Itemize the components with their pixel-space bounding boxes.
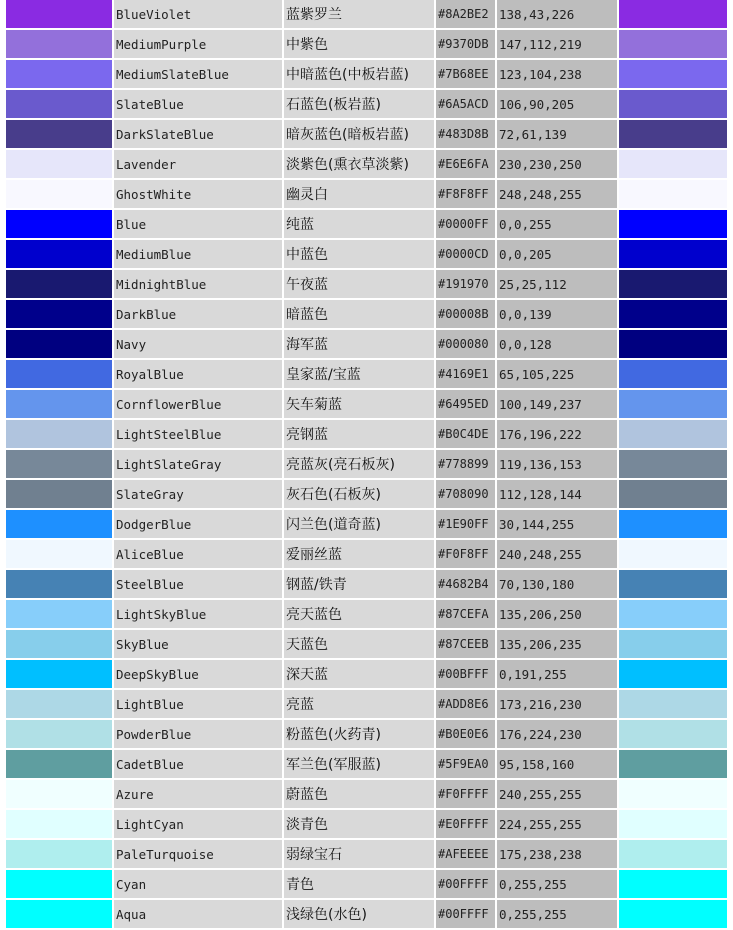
- color-row: [6, 210, 727, 238]
- color-english-name: LightSlateGray: [114, 450, 282, 478]
- color-rgb-value: 123,104,238: [497, 60, 617, 88]
- color-chinese-name: 中暗蓝色(中板岩蓝): [284, 60, 434, 88]
- color-chinese-name: 皇家蓝/宝蓝: [284, 360, 434, 388]
- color-chinese-name: 爱丽丝蓝: [284, 540, 434, 568]
- color-swatch-preview: [619, 300, 727, 328]
- color-swatch-preview: [619, 360, 727, 388]
- color-chinese-name: 矢车菊蓝: [284, 390, 434, 418]
- color-hex-code: #AFEEEE: [436, 840, 495, 868]
- color-chinese-name: 军兰色(军服蓝): [284, 750, 434, 778]
- color-hex-code: #4169E1: [436, 360, 495, 388]
- color-hex-code: #1E90FF: [436, 510, 495, 538]
- color-row: [6, 630, 727, 658]
- color-chinese-name: 钢蓝/铁青: [284, 570, 434, 598]
- color-swatch: [6, 90, 112, 118]
- color-swatch: [6, 240, 112, 268]
- color-chinese-name: 中蓝色: [284, 240, 434, 268]
- color-swatch: [6, 600, 112, 628]
- color-hex-code: #6495ED: [436, 390, 495, 418]
- color-swatch: [6, 180, 112, 208]
- color-row: [6, 750, 727, 778]
- color-rgb-value: 240,248,255: [497, 540, 617, 568]
- color-rgb-value: 135,206,235: [497, 630, 617, 658]
- color-chinese-name: 暗蓝色: [284, 300, 434, 328]
- color-swatch-preview: [619, 540, 727, 568]
- color-row: [6, 600, 727, 628]
- color-table: [4, 0, 729, 930]
- color-swatch: [6, 660, 112, 688]
- color-english-name: AliceBlue: [114, 540, 282, 568]
- color-english-name: DarkSlateBlue: [114, 120, 282, 148]
- color-swatch-preview: [619, 900, 727, 928]
- color-hex-code: #E6E6FA: [436, 150, 495, 178]
- color-swatch: [6, 210, 112, 238]
- color-swatch: [6, 30, 112, 58]
- color-swatch-preview: [619, 30, 727, 58]
- color-rgb-value: 0,0,128: [497, 330, 617, 358]
- color-swatch: [6, 900, 112, 928]
- color-hex-code: #0000CD: [436, 240, 495, 268]
- color-swatch-preview: [619, 390, 727, 418]
- color-chinese-name: 淡紫色(熏衣草淡紫): [284, 150, 434, 178]
- color-chinese-name: 淡青色: [284, 810, 434, 838]
- color-swatch: [6, 450, 112, 478]
- color-row: [6, 690, 727, 718]
- color-swatch-preview: [619, 750, 727, 778]
- color-rgb-value: 248,248,255: [497, 180, 617, 208]
- color-swatch: [6, 750, 112, 778]
- color-hex-code: #6A5ACD: [436, 90, 495, 118]
- color-english-name: DeepSkyBlue: [114, 660, 282, 688]
- color-chinese-name: 青色: [284, 870, 434, 898]
- color-rgb-value: 72,61,139: [497, 120, 617, 148]
- color-swatch-preview: [619, 720, 727, 748]
- color-swatch: [6, 0, 112, 28]
- color-row: [6, 90, 727, 118]
- color-chinese-name: 纯蓝: [284, 210, 434, 238]
- color-swatch: [6, 510, 112, 538]
- color-rgb-value: 65,105,225: [497, 360, 617, 388]
- color-english-name: PaleTurquoise: [114, 840, 282, 868]
- color-row: [6, 510, 727, 538]
- color-row: [6, 120, 727, 148]
- color-hex-code: #F0F8FF: [436, 540, 495, 568]
- color-rgb-value: 0,255,255: [497, 900, 617, 928]
- color-swatch: [6, 570, 112, 598]
- color-hex-code: #0000FF: [436, 210, 495, 238]
- color-swatch: [6, 870, 112, 898]
- color-english-name: BlueViolet: [114, 0, 282, 28]
- color-swatch-preview: [619, 90, 727, 118]
- color-swatch: [6, 150, 112, 178]
- color-rgb-value: 106,90,205: [497, 90, 617, 118]
- color-row: [6, 840, 727, 868]
- color-hex-code: #00008B: [436, 300, 495, 328]
- color-chinese-name: 弱绿宝石: [284, 840, 434, 868]
- color-hex-code: #00FFFF: [436, 870, 495, 898]
- color-english-name: MediumBlue: [114, 240, 282, 268]
- color-swatch: [6, 330, 112, 358]
- color-rgb-value: 30,144,255: [497, 510, 617, 538]
- color-rgb-value: 95,158,160: [497, 750, 617, 778]
- color-english-name: CadetBlue: [114, 750, 282, 778]
- color-hex-code: #F8F8FF: [436, 180, 495, 208]
- color-swatch-preview: [619, 510, 727, 538]
- color-row: [6, 330, 727, 358]
- color-english-name: Blue: [114, 210, 282, 238]
- color-hex-code: #8A2BE2: [436, 0, 495, 28]
- color-swatch-preview: [619, 210, 727, 238]
- color-swatch-preview: [619, 180, 727, 208]
- color-row: [6, 480, 727, 508]
- color-rows: [6, 0, 727, 928]
- color-swatch: [6, 810, 112, 838]
- color-english-name: Lavender: [114, 150, 282, 178]
- color-row: [6, 60, 727, 88]
- color-swatch-preview: [619, 630, 727, 658]
- color-rgb-value: 100,149,237: [497, 390, 617, 418]
- color-english-name: Aqua: [114, 900, 282, 928]
- color-rgb-value: 230,230,250: [497, 150, 617, 178]
- color-chinese-name: 中紫色: [284, 30, 434, 58]
- color-rgb-value: 135,206,250: [497, 600, 617, 628]
- color-english-name: SkyBlue: [114, 630, 282, 658]
- color-swatch-preview: [619, 330, 727, 358]
- color-swatch: [6, 630, 112, 658]
- color-chinese-name: 石蓝色(板岩蓝): [284, 90, 434, 118]
- color-rgb-value: 70,130,180: [497, 570, 617, 598]
- color-english-name: GhostWhite: [114, 180, 282, 208]
- color-chinese-name: 粉蓝色(火药青): [284, 720, 434, 748]
- color-swatch-preview: [619, 840, 727, 868]
- color-swatch: [6, 480, 112, 508]
- color-swatch-preview: [619, 810, 727, 838]
- color-english-name: SlateGray: [114, 480, 282, 508]
- color-english-name: LightCyan: [114, 810, 282, 838]
- color-rgb-value: 176,224,230: [497, 720, 617, 748]
- color-hex-code: #9370DB: [436, 30, 495, 58]
- color-english-name: MediumPurple: [114, 30, 282, 58]
- color-rgb-value: 119,136,153: [497, 450, 617, 478]
- color-chinese-name: 海军蓝: [284, 330, 434, 358]
- color-chinese-name: 暗灰蓝色(暗板岩蓝): [284, 120, 434, 148]
- color-row: [6, 570, 727, 598]
- color-rgb-value: 0,255,255: [497, 870, 617, 898]
- color-swatch-preview: [619, 0, 727, 28]
- color-english-name: Cyan: [114, 870, 282, 898]
- color-swatch: [6, 420, 112, 448]
- color-row: [6, 870, 727, 898]
- color-row: [6, 360, 727, 388]
- color-row: [6, 420, 727, 448]
- color-rgb-value: 224,255,255: [497, 810, 617, 838]
- color-swatch: [6, 720, 112, 748]
- color-english-name: MediumSlateBlue: [114, 60, 282, 88]
- color-swatch-preview: [619, 150, 727, 178]
- color-chinese-name: 闪兰色(道奇蓝): [284, 510, 434, 538]
- color-rgb-value: 0,0,205: [497, 240, 617, 268]
- color-hex-code: #00FFFF: [436, 900, 495, 928]
- color-row: [6, 540, 727, 568]
- color-hex-code: #778899: [436, 450, 495, 478]
- color-hex-code: #483D8B: [436, 120, 495, 148]
- color-row: [6, 780, 727, 808]
- color-swatch: [6, 60, 112, 88]
- color-row: [6, 270, 727, 298]
- color-english-name: PowderBlue: [114, 720, 282, 748]
- color-swatch-preview: [619, 660, 727, 688]
- color-english-name: Azure: [114, 780, 282, 808]
- color-english-name: SteelBlue: [114, 570, 282, 598]
- color-row: [6, 720, 727, 748]
- color-hex-code: #7B68EE: [436, 60, 495, 88]
- color-row: [6, 150, 727, 178]
- color-swatch: [6, 360, 112, 388]
- color-swatch-preview: [619, 570, 727, 598]
- color-english-name: MidnightBlue: [114, 270, 282, 298]
- color-rgb-value: 0,191,255: [497, 660, 617, 688]
- color-hex-code: #87CEEB: [436, 630, 495, 658]
- color-swatch: [6, 780, 112, 808]
- color-row: [6, 810, 727, 838]
- color-rgb-value: 147,112,219: [497, 30, 617, 58]
- color-row: [6, 900, 727, 928]
- color-row: [6, 30, 727, 58]
- color-swatch: [6, 540, 112, 568]
- color-english-name: DodgerBlue: [114, 510, 282, 538]
- color-swatch-preview: [619, 870, 727, 898]
- color-hex-code: #191970: [436, 270, 495, 298]
- color-english-name: LightSkyBlue: [114, 600, 282, 628]
- color-hex-code: #00BFFF: [436, 660, 495, 688]
- color-row: [6, 300, 727, 328]
- color-hex-code: #4682B4: [436, 570, 495, 598]
- color-row: [6, 660, 727, 688]
- color-chinese-name: 蔚蓝色: [284, 780, 434, 808]
- color-chinese-name: 浅绿色(水色): [284, 900, 434, 928]
- color-chinese-name: 亮钢蓝: [284, 420, 434, 448]
- color-row: [6, 240, 727, 268]
- color-hex-code: #5F9EA0: [436, 750, 495, 778]
- color-swatch-preview: [619, 120, 727, 148]
- color-hex-code: #B0C4DE: [436, 420, 495, 448]
- color-swatch-preview: [619, 480, 727, 508]
- color-rgb-value: 25,25,112: [497, 270, 617, 298]
- color-rgb-value: 240,255,255: [497, 780, 617, 808]
- color-chinese-name: 蓝紫罗兰: [284, 0, 434, 28]
- color-swatch: [6, 300, 112, 328]
- color-rgb-value: 0,0,139: [497, 300, 617, 328]
- color-english-name: LightBlue: [114, 690, 282, 718]
- color-english-name: RoyalBlue: [114, 360, 282, 388]
- color-swatch: [6, 120, 112, 148]
- color-chinese-name: 幽灵白: [284, 180, 434, 208]
- color-swatch-preview: [619, 240, 727, 268]
- color-chinese-name: 亮蓝灰(亮石板灰): [284, 450, 434, 478]
- color-hex-code: #87CEFA: [436, 600, 495, 628]
- color-row: [6, 450, 727, 478]
- color-hex-code: #B0E0E6: [436, 720, 495, 748]
- color-rgb-value: 0,0,255: [497, 210, 617, 238]
- color-chinese-name: 亮天蓝色: [284, 600, 434, 628]
- color-english-name: CornflowerBlue: [114, 390, 282, 418]
- color-chinese-name: 灰石色(石板灰): [284, 480, 434, 508]
- color-english-name: SlateBlue: [114, 90, 282, 118]
- color-swatch: [6, 840, 112, 868]
- color-english-name: DarkBlue: [114, 300, 282, 328]
- color-rgb-value: 176,196,222: [497, 420, 617, 448]
- color-rgb-value: 173,216,230: [497, 690, 617, 718]
- color-swatch-preview: [619, 420, 727, 448]
- color-hex-code: #000080: [436, 330, 495, 358]
- color-english-name: Navy: [114, 330, 282, 358]
- color-hex-code: #708090: [436, 480, 495, 508]
- color-rgb-value: 138,43,226: [497, 0, 617, 28]
- color-swatch-preview: [619, 270, 727, 298]
- color-rgb-value: 112,128,144: [497, 480, 617, 508]
- color-swatch: [6, 270, 112, 298]
- color-chinese-name: 深天蓝: [284, 660, 434, 688]
- color-row: [6, 390, 727, 418]
- color-hex-code: #E0FFFF: [436, 810, 495, 838]
- color-chinese-name: 午夜蓝: [284, 270, 434, 298]
- color-swatch-preview: [619, 450, 727, 478]
- color-rgb-value: 175,238,238: [497, 840, 617, 868]
- color-row: [6, 0, 727, 28]
- color-hex-code: #ADD8E6: [436, 690, 495, 718]
- color-swatch-preview: [619, 60, 727, 88]
- color-chinese-name: 亮蓝: [284, 690, 434, 718]
- color-swatch-preview: [619, 690, 727, 718]
- color-english-name: LightSteelBlue: [114, 420, 282, 448]
- color-swatch: [6, 690, 112, 718]
- color-chinese-name: 天蓝色: [284, 630, 434, 658]
- color-swatch-preview: [619, 600, 727, 628]
- color-swatch: [6, 390, 112, 418]
- color-row: [6, 180, 727, 208]
- color-swatch-preview: [619, 780, 727, 808]
- color-hex-code: #F0FFFF: [436, 780, 495, 808]
